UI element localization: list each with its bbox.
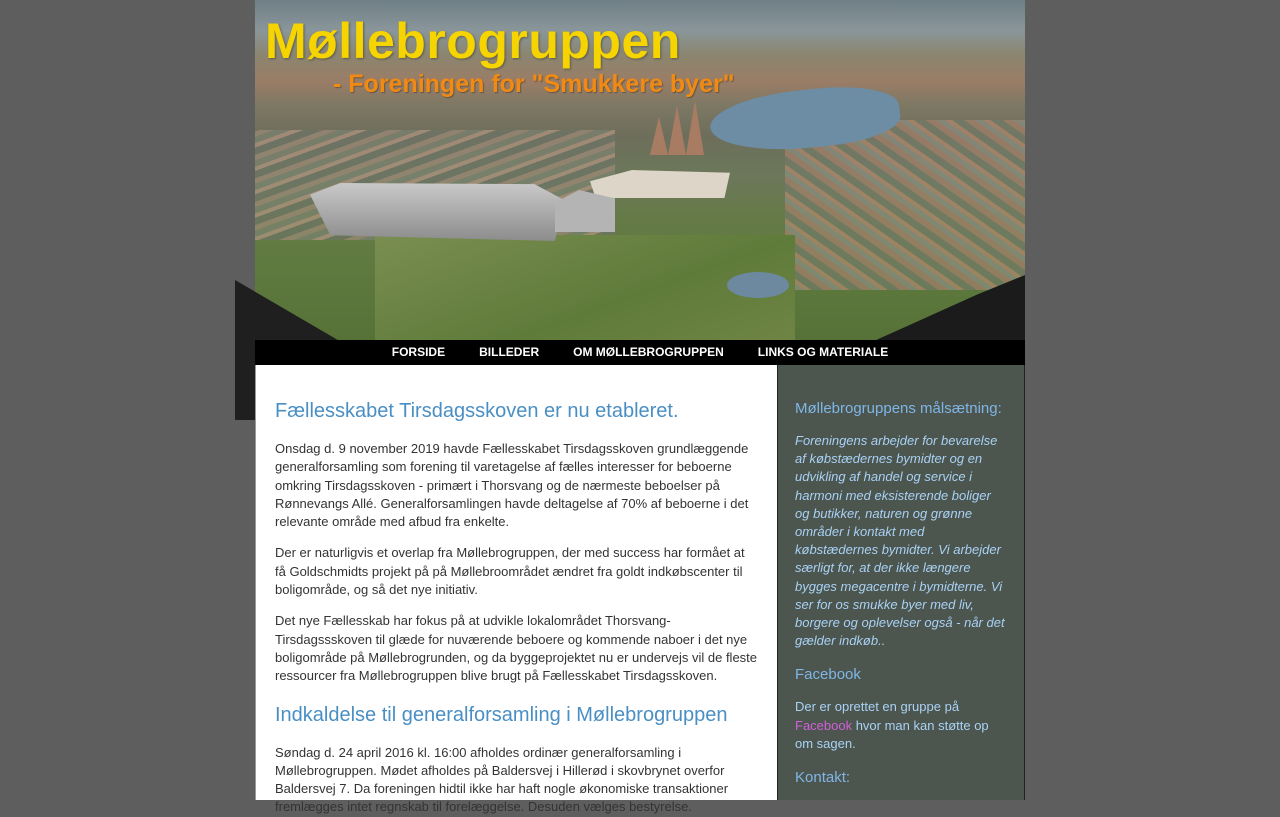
article-title: Indkaldelse til generalforsamling i Møllebrogruppen: [275, 703, 728, 726]
facebook-text-before: Der er oprettet en gruppe på: [795, 699, 960, 715]
article-paragraph: Der er naturligvis et overlap fra Møllebrogruppen, der med success har formået at få Goldschmidts projekt på på Møllebroområdet ændret fra goldt indkøbscenter til boligområde, og så det nye initiativ.: [275, 545, 745, 598]
article-title: Fællesskabet Tirsdagsskoven er nu etableret.: [275, 400, 679, 422]
sidebar-contact-title: Kontakt:: [795, 769, 851, 787]
main-nav: [255, 340, 1025, 365]
sidebar-facebook-title: Facebook: [795, 666, 861, 684]
facebook-text-after: hvor man kan støtte op om sagen.: [795, 717, 989, 751]
nav-item-links-og-materiale[interactable]: LINKS OG MATERIALE: [757, 345, 889, 359]
sidebar-goal-title: Møllebrogruppens målsætning:: [795, 400, 1002, 417]
sidebar-facebook-text: [795, 698, 1006, 753]
sidebar: [777, 365, 1025, 800]
nav-item-billeder[interactable]: BILLEDER: [479, 345, 540, 359]
banner-castle: [650, 100, 710, 155]
site-title: Møllebrogruppen: [265, 13, 681, 69]
sidebar-goal-text: Foreningens arbejder for bevarelse af købstædernes bymidter og en udvikling af handel og service i harmoni med eksisterende boliger og butikker, naturen og grønne områder i kontakt med købstædernes bymidter. Vi arbejder særligt for, at der ikke længere bygges megacentre i bymidterne. Vi ser for os smukke byer med liv, borgere og oplevelser også - når det gælder indkøb..: [795, 433, 1005, 649]
main-content: [255, 365, 778, 815]
nav-item-forside[interactable]: FORSIDE: [391, 345, 446, 359]
article-paragraph: Søndag d. 24 april 2016 kl. 16:00 afholdes ordinær generalforsamling i Møllebrogruppen. Mødet afholdes på Baldersvej i Hillerød i skovbrynet overfor Baldersvej 7. Da foreningen hidtil ikke har haft nogle økonomiske transaktioner fremlægges intet regnskab til forelæggelse. Desuden vælges bestyrelse.: [275, 744, 729, 815]
site-subtitle: - Foreningen for "Smukkere byer": [333, 70, 735, 98]
banner-mall-overlay: [310, 183, 565, 241]
article-paragraph: Det nye Fællesskab har fokus på at udvikle lokalområdet Thorsvang-Tirsdagssskoven til glæde for nuværende beboere og kommende naboer i det nye boligområde på Møllebrogrunden, og da byggeprojektet nu er undervejs vil de fleste ressourcer fra Møllebrogruppen blive brugt på Fællesskabet Tirsdagsskoven.: [275, 613, 758, 684]
header-banner: [255, 0, 1025, 340]
banner-pond: [727, 272, 789, 298]
page-wrapper: [255, 0, 1025, 815]
facebook-link[interactable]: Facebook: [795, 717, 853, 733]
article-paragraph: Onsdag d. 9 november 2019 havde Fællesskabet Tirsdagsskoven grundlæggende generalforsamling som forening til varetagelse af fælles interesser for beboerne omkring Tirsdagsskoven - primært i Thorsvang og de nærmeste beboelser på Rønnevangs Allé. Generalforsamlingen havde deltagelse af 70% af beboerne i det relevante område med afbud fra enkelte.: [275, 441, 749, 530]
nav-item-om-mollebrogruppen[interactable]: OM MØLLEBROGRUPPEN: [573, 345, 724, 359]
